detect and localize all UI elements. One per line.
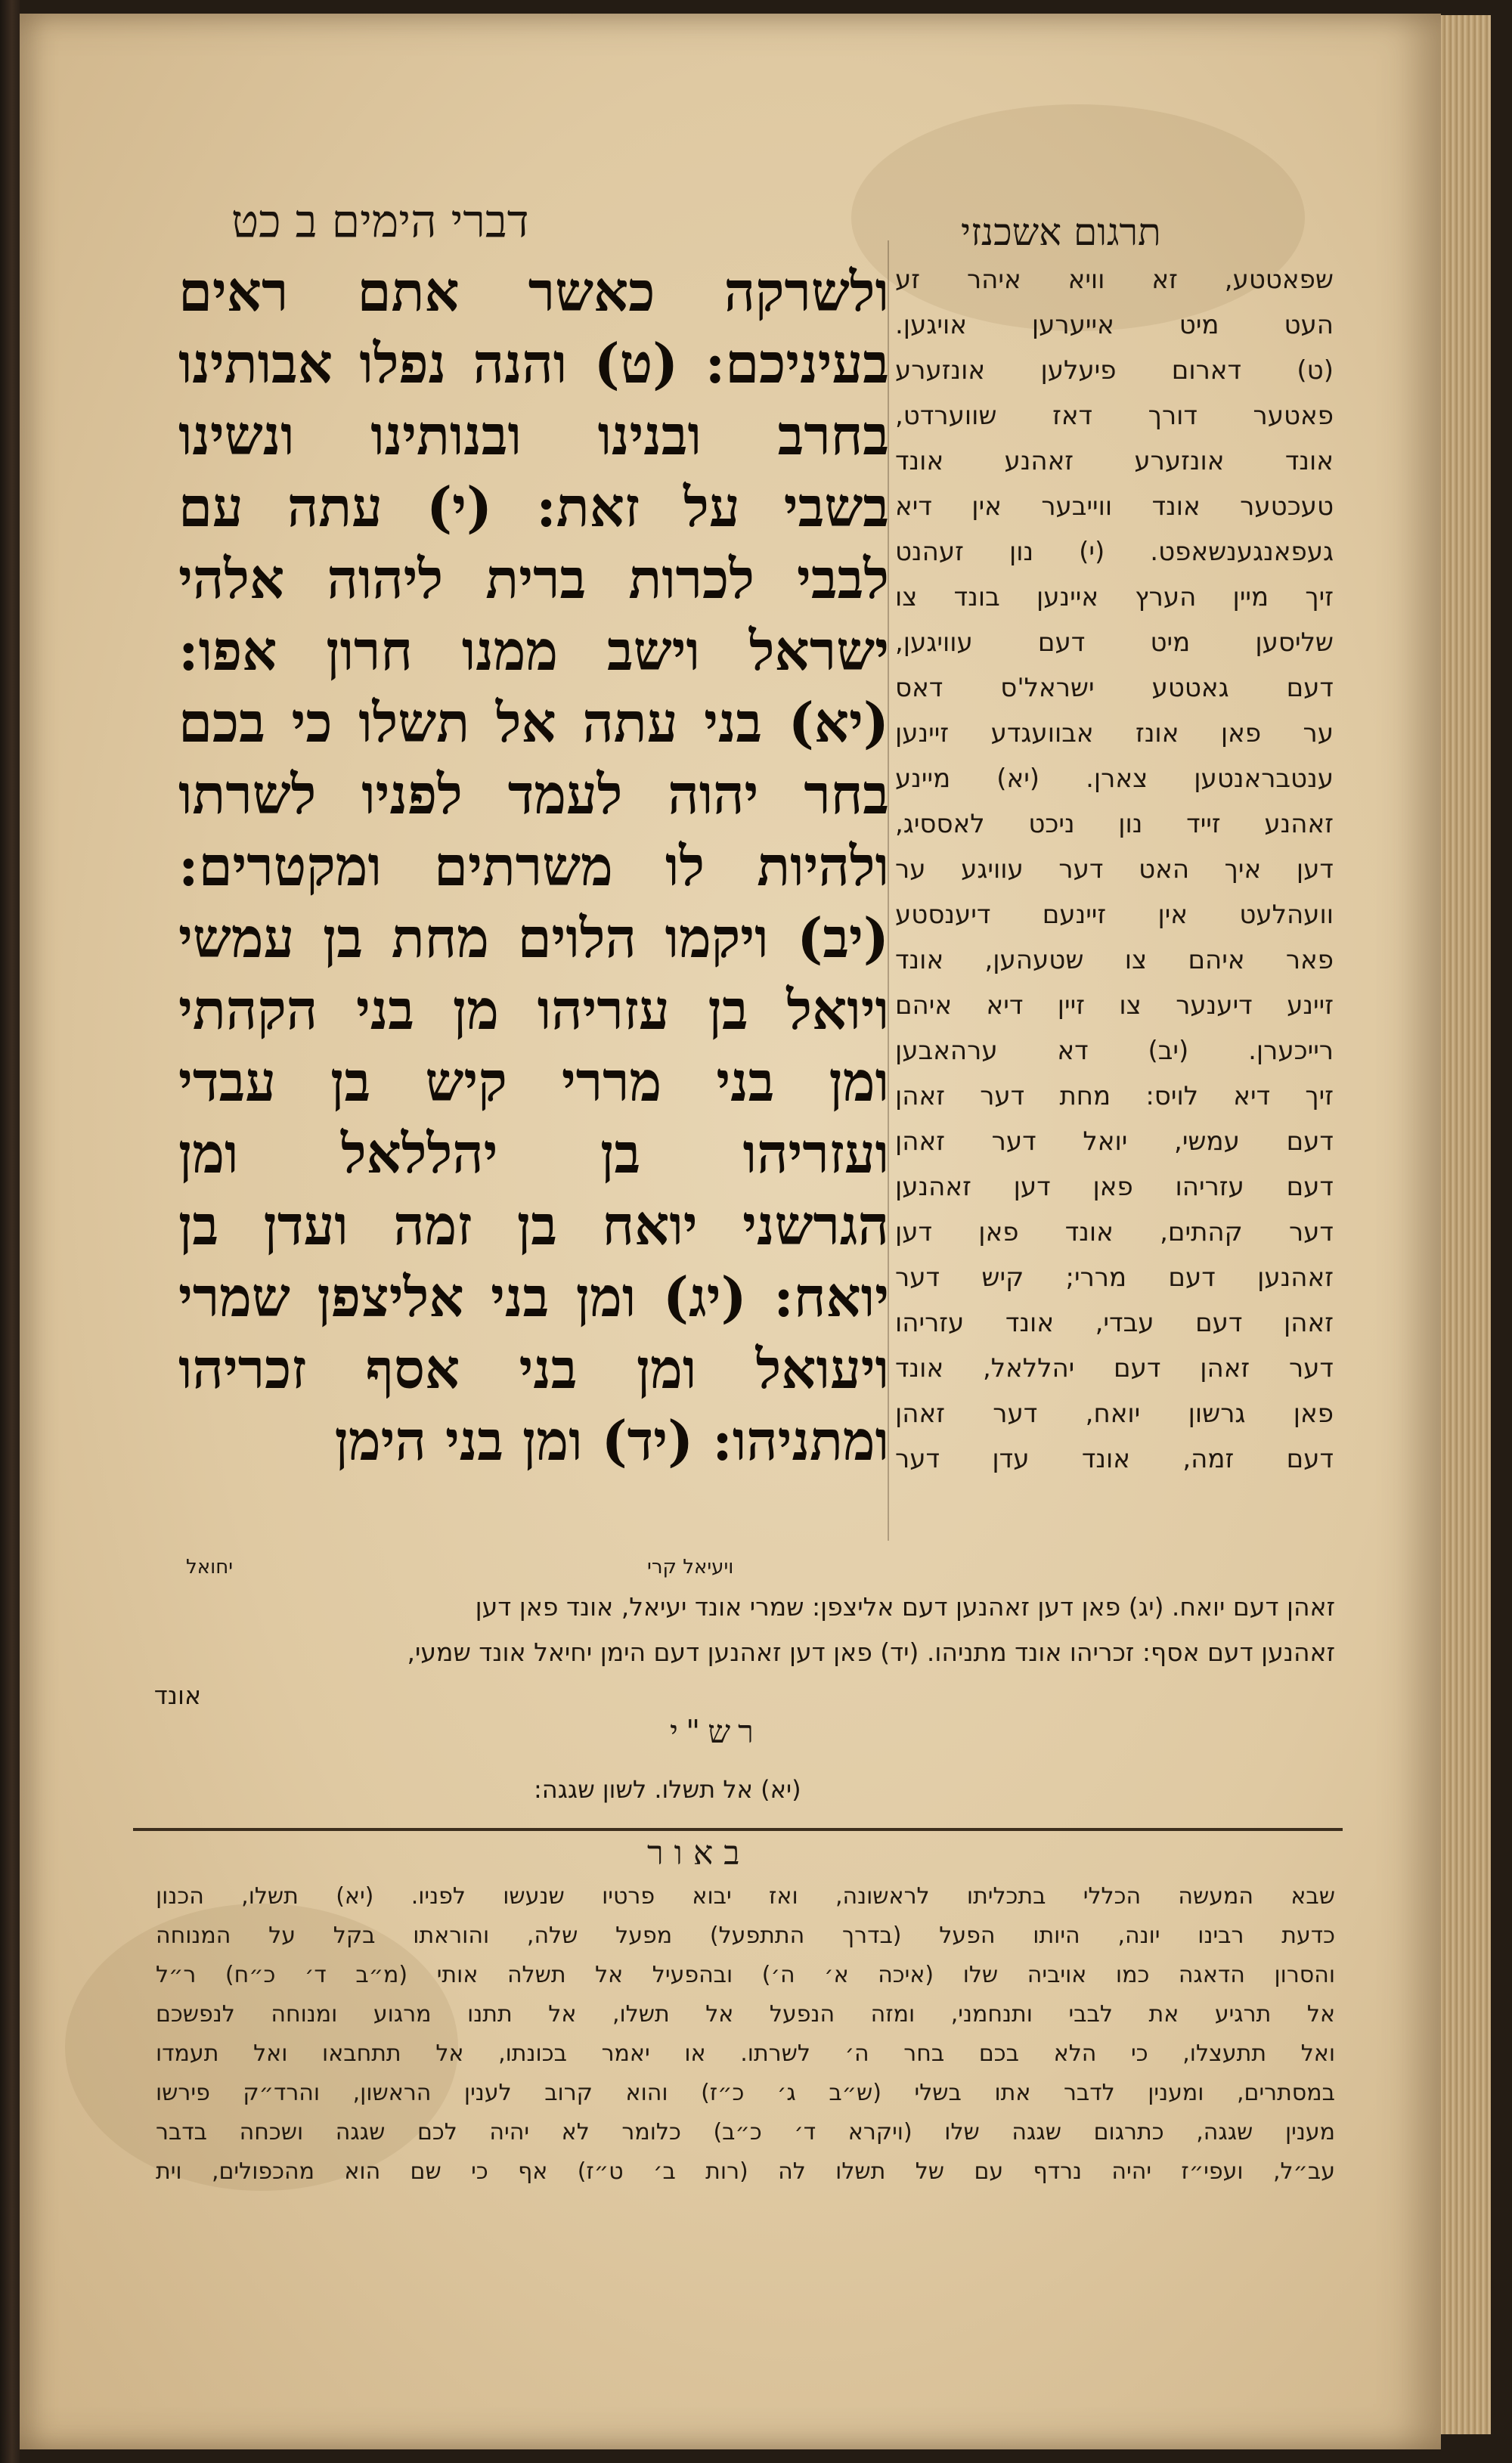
hebrew-line: לבבי לכרות ברית ליהוה אלהי [178, 547, 889, 611]
hebrew-line: ומתניהו: (יד) ומן בני הימן [334, 1408, 889, 1473]
hebrew-line: (יא) בני עתה אל תשלו כי בכם [178, 690, 889, 754]
biur-line: עב״ל, ועפי״ז יהיה נרדף עם של תשלו לה (רות ב׳ ט״ז) אף כי שם הוא מהכפולים, וית [156, 2158, 1335, 2185]
biur-line: כדעת רבינו יונה, היותו הפעל (בדרך התתפעל) מפעל שלה, והוראתו בקל על המנוחה [156, 1922, 1335, 1949]
hebrew-text-column [178, 256, 889, 1476]
translation-line: דעם עזריהו פאן דען זאהנען [895, 1172, 1334, 1202]
translation-line: העט מיט אייערען אויגען. [895, 310, 1334, 340]
translation-line: זיך דיא לויס: מחת דער זאהן [895, 1081, 1334, 1111]
hebrew-line: בחר יהוה לעמד לפניו לשרתו [178, 762, 889, 826]
hebrew-line: ולהיות לו משרתים ומקטרים: [178, 834, 889, 898]
hebrew-line: ישראל וישב ממנו חרון אפו: [178, 618, 889, 683]
translation-line: זיך מיין הערץ איינען בונד צו [895, 582, 1334, 612]
book-cover-edge [0, 0, 20, 2463]
translation-line: דעם גאטטע ישראל'ס דאס [895, 673, 1334, 703]
translation-column [895, 257, 1334, 1482]
biur-line: אל תרגיע את לבבי ותנחמני, ומזה הנפעל אל תשלו, אל תתנו מרגוע ומנוחה לנפשכם [156, 2001, 1335, 2028]
kri-note-middle: ויעיאל קרי [647, 1556, 734, 1578]
full-width-line: אונד [153, 1681, 201, 1710]
translation-line: טעכטער אונד ווייבער אין דיא [895, 491, 1334, 522]
hebrew-line: ומן בני מררי קיש בן עבדי [178, 1049, 889, 1114]
translation-line: זאהנען דעם מררי; קיש דער [895, 1262, 1334, 1293]
hebrew-line: ויעואל ומן בני אסף זכריהו [178, 1337, 889, 1401]
translation-line: פאטער דורך דאז שווערדט, [895, 401, 1334, 431]
translation-line: שליסען מיט דעם עוויגען, [895, 627, 1334, 658]
translation-line: זיינע דיענער צו זיין דיא איהם [895, 990, 1334, 1021]
biur-line: והסרון הדאגה כמו אויביה שלו (איכה א׳ ה׳) ובהפעיל אל תשלה אותי (מ״ב ד׳ כ״ח) ר״ל [156, 1962, 1335, 1988]
biur-commentary [156, 1877, 1335, 2192]
hebrew-line: (יב) ויקמו הלוים מחת בן עמשי [178, 906, 889, 970]
hebrew-line: בעיניכם: (ט) והנה נפלו אבותינו [178, 331, 889, 395]
translation-line: פאר איהם צו שטעהען, אונד [895, 945, 1334, 975]
kri-note-left: יחואל [186, 1556, 234, 1578]
book-page [20, 14, 1441, 2449]
translation-line: רייכערן. (יב) דא ערהאבען [895, 1036, 1334, 1066]
translation-line: וועהלעט אין זיינעם דיענסטע [895, 900, 1334, 930]
translation-line: דער קהתים, אונד פאן דען [895, 1217, 1334, 1247]
translation-line: דער זאהן דעם יהללאל, אונד [895, 1353, 1334, 1383]
translation-line: דעם עמשי, יואל דער זאהן [895, 1126, 1334, 1157]
hebrew-line: ועזריהו בן יהללאל ומן [178, 1121, 889, 1185]
biur-line: שבא המעשה הכללי בתכליתו לראשונה, ואז יבוא פרטיו שנעשו לפניו. (יא) תשלו, הכנון [156, 1883, 1335, 1910]
translation-line: שפאטטע, זא וויא איהר זע [895, 265, 1334, 295]
hebrew-line: יואח: (יג) ומן בני אליצפן שמרי [178, 1265, 890, 1329]
translation-line: דעם זמה, אונד עדן דער [895, 1444, 1334, 1474]
rashi-title: רש"י [670, 1713, 761, 1750]
hebrew-line: ויואל בן עזריהו מן בני הקהתי [178, 977, 889, 1042]
section-rule [133, 1828, 1343, 1831]
translation-line: געפאנגענשאפט. (י) נון זעהנט [895, 537, 1334, 567]
running-header-translation-title: תרגום אשכנזי [961, 210, 1161, 254]
biur-line: מענין שגגה, כתרגום שגגה שלו (ויקרא ד׳ כ״ב) כלומר לא יהיה לכם שגגה ושכחה בדבר [156, 2119, 1335, 2145]
translation-line: פאן גרשון יואח, דער זאהן [895, 1399, 1334, 1429]
rashi-text: (יא) אל תשלו. לשון שגגה: [534, 1775, 801, 1804]
hebrew-line: ולשרקה כאשר אתם ראים [178, 259, 889, 324]
hebrew-line: בשבי על זאת: (י) עתה עם [178, 475, 889, 539]
running-header-book-title: דברי הימים ב כט [231, 195, 529, 248]
translation-line: ענטבראנטען צארן. (יא) מיינע [895, 764, 1334, 794]
translation-line: (ט) דארום פיעלען אונזערע [895, 355, 1334, 386]
biur-line: ואל תתעצלו, כי הלא בכם בחר ה׳ לשרתו. או יאמר בכונתו, אל תתחבאו ואל תעמדו [156, 2040, 1335, 2067]
translation-line: ער פאן אונז אבוועגדע זיינען [895, 718, 1334, 748]
hebrew-line: הגרשני יואח בן זמה ועדן בן [178, 1193, 889, 1257]
translation-line: זאהן דעם עבדי, אונד עזריהו [895, 1308, 1334, 1338]
biur-title: באור [647, 1834, 751, 1873]
translation-line: דען איך האט דער עוויגע ער [895, 854, 1334, 885]
translation-line: אונד אונזערע זאהנע אונד [895, 446, 1334, 476]
hebrew-line: בחרב ובנינו ובנותינו ונשינו [178, 403, 889, 467]
full-width-line: זאהן דעם יואח. (יג) פאן דען זאהנען דעם אליצפן: שמרי אונד יעיאל, אונד פאן דען [475, 1592, 1335, 1622]
translation-line: זאהנע זייד נון ניכט לאססיג, [895, 809, 1334, 839]
biur-line: במסתרים, ומענין לדבר אתו בשלי (ש״ב ג׳ כ״ז) והוא קרוב לענין הראשון, והרד״ק פירשו [156, 2080, 1335, 2106]
full-width-line: זאהנען דעם אסף: זכריהו אונד מתניהו. (יד) פאן דען זאהנען דעם הימן יחיאל אונד שמעי, [407, 1637, 1335, 1667]
